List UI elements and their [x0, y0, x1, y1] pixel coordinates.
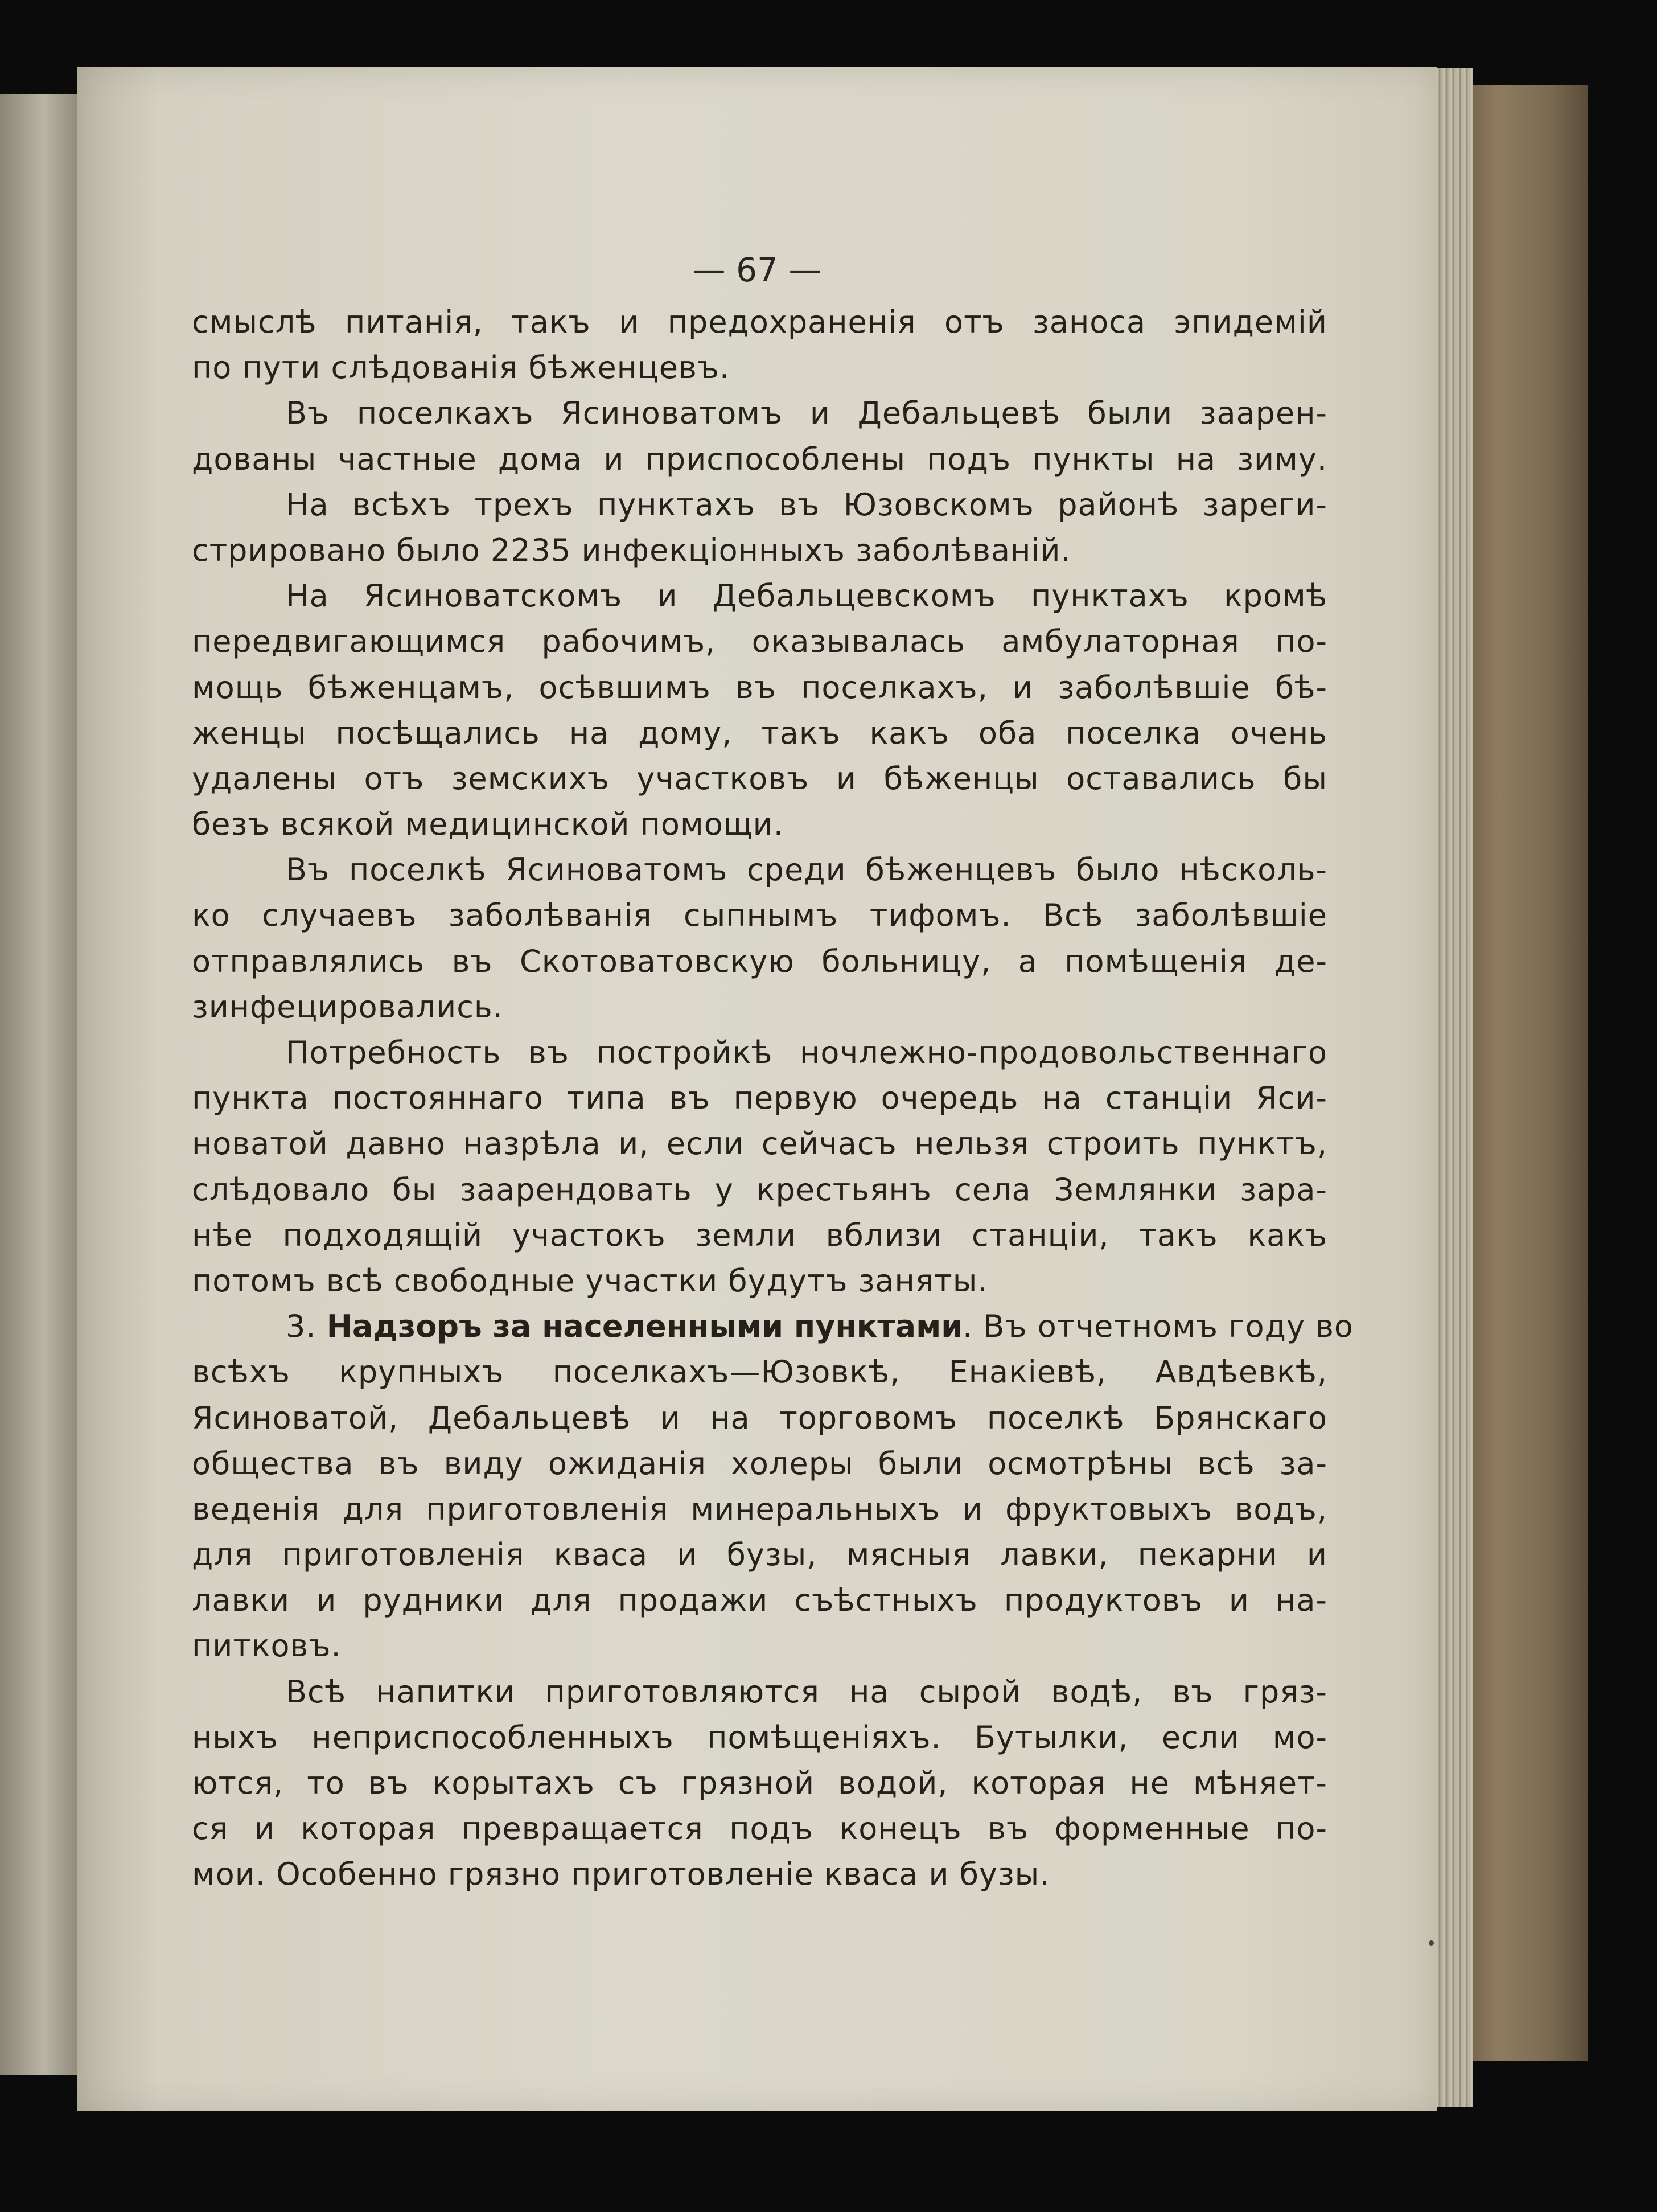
section-heading-line [192, 1304, 1354, 1349]
text-line: женцы посѣщались на дому, такъ какъ оба поселка очень [192, 715, 1327, 751]
book-page [77, 67, 1437, 2111]
text-line: нѣе подходящій участокъ земли вблизи станціи, такъ какъ [192, 1217, 1327, 1253]
book-cover-edge [1460, 85, 1588, 2061]
text-line: слѣдовало бы заарендовать у крестьянъ села Землянки зара- [192, 1171, 1327, 1208]
text-line: ются, то въ корытахъ съ грязной водой, которая не мѣняет- [192, 1765, 1327, 1801]
text-line: веденія для приготовленія минеральныхъ и фруктовыхъ водъ, [192, 1491, 1327, 1527]
text-line: отправлялись въ Скотоватовскую больницу, а помѣщенія де- [192, 943, 1327, 979]
text-line: дованы частные дома и приспособлены подъ пункты на зиму. [192, 441, 1327, 477]
text-line: Потребность въ постройкѣ ночлежно-продовольственнаго [286, 1035, 1327, 1070]
text-line: передвигающимся рабочимъ, оказывалась амбулаторная по- [192, 623, 1327, 660]
text-line: удалены отъ земскихъ участковъ и бѣженцы оставались бы [192, 760, 1327, 797]
text-line: Въ поселкѣ Ясиноватомъ среди бѣженцевъ было нѣсколь- [286, 852, 1327, 888]
text-line: зинфецировались. [192, 988, 503, 1025]
text-line: для приготовленія кваса и бузы, мясныя лавки, пекарни и [192, 1537, 1327, 1573]
text-line: ся и которая превращается подъ конецъ въ форменные по- [192, 1811, 1327, 1847]
text-line: На Ясиноватскомъ и Дебальцевскомъ пунктахъ кромѣ [286, 578, 1327, 614]
text-line: На всѣхъ трехъ пунктахъ въ Юзовскомъ районѣ зареги- [286, 486, 1327, 523]
page-body [192, 299, 1354, 1898]
text-line: всѣхъ крупныхъ поселкахъ—Юзовкѣ, Енакіевѣ, Авдѣевкѣ, [192, 1354, 1327, 1390]
section-number: 3. [286, 1308, 316, 1345]
text-line: пункта постояннаго типа въ первую очередь на станціи Яси- [192, 1080, 1327, 1117]
text-line: мои. Особенно грязно приготовленіе кваса и бузы. [192, 1856, 1050, 1893]
text-line: смыслѣ питанія, такъ и предохраненія отъ заноса эпидемій [192, 304, 1327, 340]
text-line: ныхъ неприспособленныхъ помѣщеніяхъ. Бутылки, если мо- [192, 1719, 1327, 1755]
left-page-edge [0, 94, 80, 2075]
text-line: безъ всякой медицинской помощи. [192, 806, 784, 843]
section-heading-rest: . Въ отчетномъ году во [963, 1308, 1354, 1345]
text-line: стрировано было 2235 инфекціонныхъ заболѣваній. [192, 532, 1071, 568]
text-line: мощь бѣженцамъ, осѣвшимъ въ поселкахъ, и заболѣвшіе бѣ- [192, 669, 1327, 705]
text-line: Ясиноватой, Дебальцевѣ и на торговомъ поселкѣ Брянскаго [192, 1400, 1327, 1436]
text-line: новатой давно назрѣла и, если сейчасъ нельзя строить пунктъ, [192, 1126, 1327, 1162]
section-heading: Надзоръ за населенными пунктами [326, 1308, 963, 1345]
text-line: питковъ. [192, 1628, 342, 1664]
ink-speck [1429, 1940, 1434, 1946]
text-line: ко случаевъ заболѣванія сыпнымъ тифомъ. Всѣ заболѣвшіе [192, 897, 1327, 934]
page-number: — 67 — [692, 251, 822, 289]
text-line: общества въ виду ожиданія холеры были осмотрѣны всѣ за- [192, 1445, 1327, 1481]
text-line: лавки и рудники для продажи съѣстныхъ продуктовъ и на- [192, 1582, 1327, 1619]
text-line: Всѣ напитки приготовляются на сырой водѣ, въ гряз- [286, 1673, 1327, 1710]
text-line: Въ поселкахъ Ясиноватомъ и Дебальцевѣ были заарен- [286, 395, 1327, 432]
text-line: потомъ всѣ свободные участки будутъ заняты. [192, 1262, 988, 1299]
text-line: по пути слѣдованія бѣженцевъ. [192, 350, 730, 386]
